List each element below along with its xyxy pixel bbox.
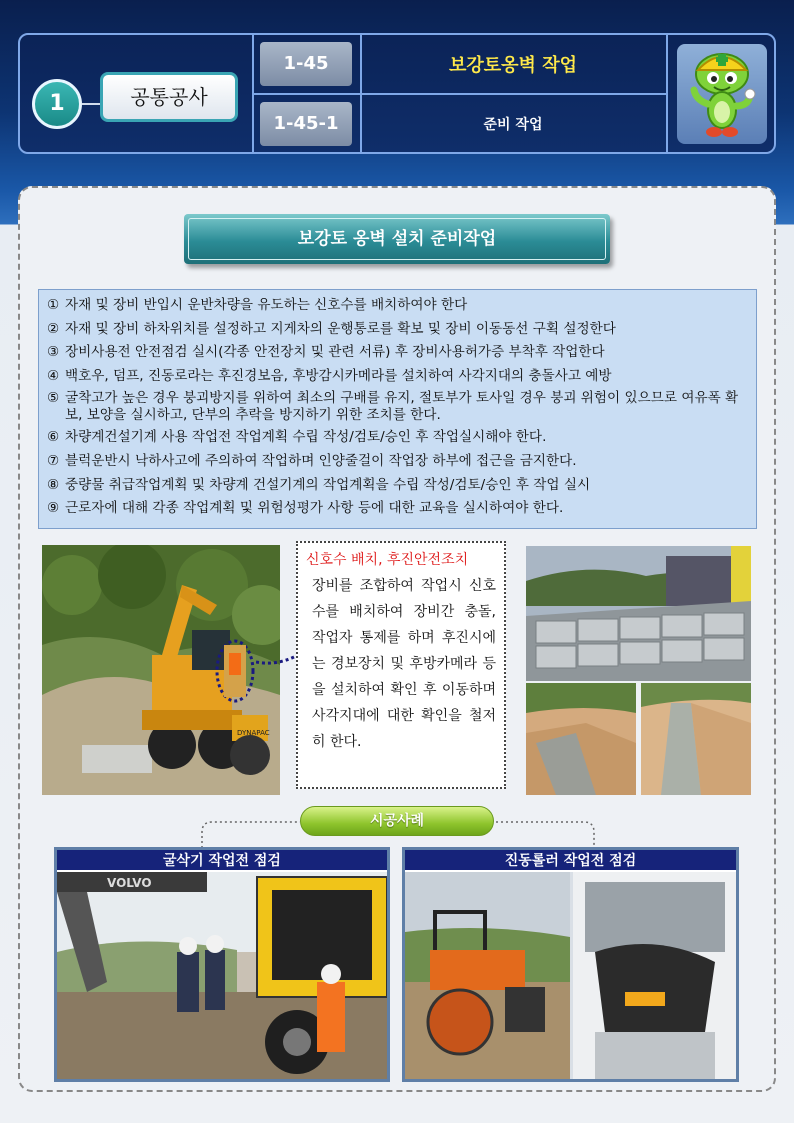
category-label: 공통공사 (100, 72, 238, 122)
mascot-cell (666, 35, 776, 152)
callout-title: 신호수 배치, 후진안전조치 (306, 552, 469, 568)
safety-list (38, 289, 757, 529)
list-item: ② 자재 및 장비 하차위치를 설정하고 지게차의 운행통로를 확보 및 장비 이동동선 구획 설정한다 (47, 320, 616, 337)
mascot-frame (677, 44, 767, 144)
connector-line (82, 103, 102, 105)
list-item: ① 자재 및 장비 반입시 운반차량을 유도하는 신호수를 배치하여야 한다 (47, 297, 468, 313)
title-cell (360, 35, 666, 93)
list-item: ⑨ 근로자에 대해 각종 작업계획 및 위험성평가 사항 등에 대한 교육을 실시하여야 한다. (47, 500, 564, 517)
header-bar (18, 33, 776, 154)
case-title: 진동롤러 작업전 점검 (405, 850, 736, 872)
list-item: ⑧ 중량물 취급작업계획 및 차량계 건설기계의 작업계획을 수립 작성/검토/승인 후 작업 실시 (47, 476, 591, 493)
code-main: 1-45 (260, 42, 352, 86)
section-title: 보강토 옹벽 설치 준비작업 (188, 218, 606, 260)
blocks-photo (526, 546, 751, 681)
mascot-icon (682, 48, 762, 140)
case-title: 굴삭기 작업전 점검 (57, 850, 387, 872)
callout-connector (256, 650, 300, 674)
list-item: ⑤ 굴착고가 높은 경우 붕괴방지를 위하여 최소의 구배를 유지, 절토부가 토사일 경우 붕괴 위험이 있으므로 여유폭 확보, 보양을 실시하고, 단부의 추락을 방지하기 위한 조치를 한다. (47, 390, 739, 424)
case-roller (402, 847, 739, 1082)
trench-photo-1 (526, 683, 636, 795)
dynapac-label: DYNAPAC (237, 729, 270, 737)
subtitle-cell (360, 95, 666, 153)
case-label: 시공사례 (300, 806, 494, 836)
page-title: 보강토옹벽 작업 (449, 55, 577, 76)
list-item: ⑦ 블럭운반시 낙하사고에 주의하여 작업하며 인양줄걸이 작업장 하부에 접근을 금지한다. (47, 452, 577, 469)
callout-box (296, 541, 506, 789)
code-sub: 1-45-1 (260, 102, 352, 146)
excavator-inspection-photo (57, 872, 387, 1079)
code-sub-cell (252, 95, 360, 153)
list-item: ③ 장비사용전 안전점검 실시(각종 안전장치 및 관련 서류) 후 장비사용허가증 부착후 작업한다 (47, 344, 605, 361)
volvo-label: VOLVO (107, 876, 152, 890)
category-area (20, 35, 252, 152)
code-main-cell (252, 35, 360, 93)
section-title-box (184, 214, 610, 264)
section-number-badge: 1 (32, 79, 82, 129)
list-item: ⑥ 차량계건설기계 사용 작업전 작업계획 수립 작성/검토/승인 후 작업실시해야 한다. (47, 429, 547, 446)
roller-inspection-photo (405, 872, 736, 1079)
case-excavator (54, 847, 390, 1082)
page-subtitle: 준비 작업 (483, 117, 543, 133)
trench-photo-2 (641, 683, 751, 795)
excavator-photo (42, 545, 280, 795)
callout-body: 장비를 조합하여 작업시 신호수를 배치하여 장비간 충돌, 작업자 통제를 하며 후진시에는 경보장치 및 후방카메라 등을 설치하여 확인 후 이동하며 사각지대에 대한 확인을 철저히 한다. (312, 578, 496, 750)
list-item: ④ 백호우, 덤프, 진동로라는 후진경보음, 후방감시카메라를 설치하여 사각지대의 충돌사고 예방 (47, 367, 612, 384)
